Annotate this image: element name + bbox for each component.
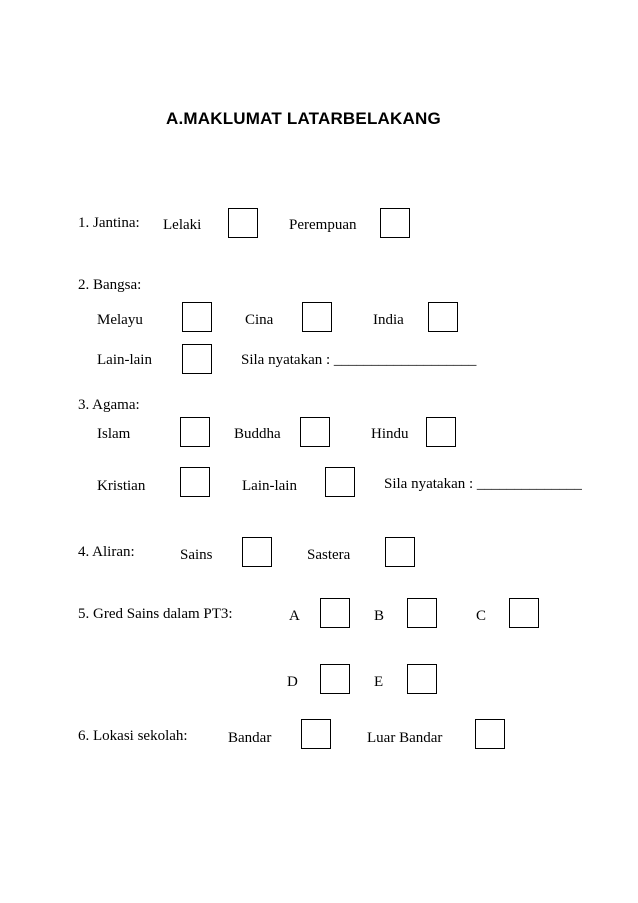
question-4-label: 4. Aliran:	[78, 544, 135, 560]
page-title: A.MAKLUMAT LATARBELAKANG	[166, 109, 441, 128]
option-lelaki-label: Lelaki	[163, 217, 202, 233]
option-islam-label: Islam	[97, 426, 131, 442]
specify-bangsa-field[interactable]: Sila nyatakan : ___________________	[241, 352, 477, 368]
checkbox-grade-a[interactable]	[320, 598, 350, 628]
checkbox-hindu[interactable]	[426, 417, 456, 447]
checkbox-perempuan[interactable]	[380, 208, 410, 238]
option-buddha-label: Buddha	[234, 426, 281, 442]
option-lain-lain-agama-label: Lain-lain	[242, 478, 297, 494]
checkbox-melayu[interactable]	[182, 302, 212, 332]
option-grade-d-label: D	[287, 674, 298, 690]
option-luar-bandar-label: Luar Bandar	[367, 730, 443, 746]
option-hindu-label: Hindu	[371, 426, 409, 442]
checkbox-sains[interactable]	[242, 537, 272, 567]
option-sains-label: Sains	[180, 547, 213, 563]
question-1-label: 1. Jantina:	[78, 215, 140, 231]
option-perempuan-label: Perempuan	[289, 217, 357, 233]
option-grade-c-label: C	[476, 608, 487, 624]
checkbox-lain-lain-agama[interactable]	[325, 467, 355, 497]
option-cina-label: Cina	[245, 312, 274, 328]
option-grade-b-label: B	[374, 608, 385, 624]
checkbox-bandar[interactable]	[301, 719, 331, 749]
question-5-label: 5. Gred Sains dalam PT3:	[78, 606, 233, 622]
checkbox-kristian[interactable]	[180, 467, 210, 497]
option-grade-a-label: A	[289, 608, 300, 624]
question-6-label: 6. Lokasi sekolah:	[78, 728, 188, 744]
checkbox-grade-e[interactable]	[407, 664, 437, 694]
checkbox-sastera[interactable]	[385, 537, 415, 567]
checkbox-grade-b[interactable]	[407, 598, 437, 628]
checkbox-grade-d[interactable]	[320, 664, 350, 694]
question-2-label: 2. Bangsa:	[78, 277, 142, 293]
checkbox-india[interactable]	[428, 302, 458, 332]
option-grade-e-label: E	[374, 674, 384, 690]
checkbox-islam[interactable]	[180, 417, 210, 447]
checkbox-luar-bandar[interactable]	[475, 719, 505, 749]
checkbox-cina[interactable]	[302, 302, 332, 332]
option-bandar-label: Bandar	[228, 730, 272, 746]
checkbox-buddha[interactable]	[300, 417, 330, 447]
specify-agama-field[interactable]: Sila nyatakan : ______________	[384, 476, 582, 492]
option-melayu-label: Melayu	[97, 312, 143, 328]
checkbox-lain-lain-bangsa[interactable]	[182, 344, 212, 374]
checkbox-grade-c[interactable]	[509, 598, 539, 628]
option-india-label: India	[373, 312, 404, 328]
checkbox-lelaki[interactable]	[228, 208, 258, 238]
question-3-label: 3. Agama:	[78, 397, 140, 413]
option-lain-lain-label: Lain-lain	[97, 352, 152, 368]
option-sastera-label: Sastera	[307, 547, 351, 563]
option-kristian-label: Kristian	[97, 478, 146, 494]
